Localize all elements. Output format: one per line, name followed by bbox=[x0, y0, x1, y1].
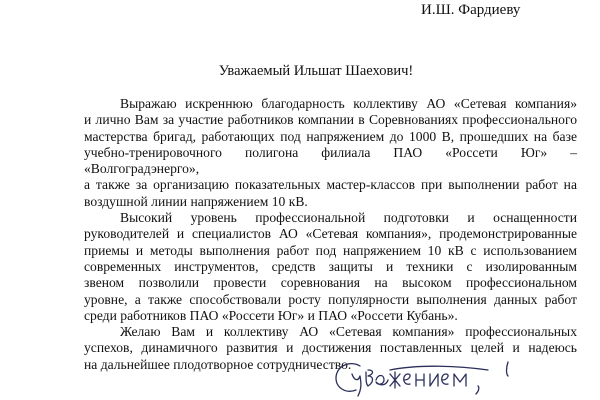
paragraph-line: приемы и методы выполнения работ под напряжением 10 кВ с использованием bbox=[84, 242, 577, 258]
paragraph-line: и лично Вам за участие работников компании в Соревнованиях профессионального bbox=[84, 112, 577, 128]
paragraph-line: современных инструментов, средств защиты и техники с изолированным bbox=[84, 258, 577, 274]
handwritten-signature bbox=[330, 352, 560, 400]
signature-scribble bbox=[330, 352, 560, 400]
paragraph-line: мастерства бригад, работающих под напряжением до 1000 В, прошедших на базе bbox=[84, 128, 577, 144]
paragraph-line: успехов, динамичного развития и достижения поставленных целей и надеюсь bbox=[84, 340, 577, 356]
paragraph-line: уровне, а также способствовали росту популярности выполнения данных работ bbox=[84, 291, 577, 307]
paragraph-line: учебно-тренировочного полигона филиала ПАО «Россети Юг» – «Волгоградэнерго», bbox=[84, 144, 577, 177]
salutation: Уважаемый Ильшат Шаехович! bbox=[218, 63, 414, 79]
paragraph-line: Выражаю искреннюю благодарность коллективу АО «Сетевая компания» bbox=[120, 96, 577, 111]
paragraph-line: руководителей и специалистов АО «Сетевая компания», продемонстрированные bbox=[84, 226, 577, 242]
paragraph-1 bbox=[84, 96, 577, 210]
paragraph-line: звеном позволили провести соревнования на высоком профессиональном bbox=[84, 275, 577, 291]
letter-body bbox=[84, 96, 577, 373]
paragraph-2 bbox=[84, 210, 577, 324]
paragraph-line: воздушной линии напряжением 10 кВ. bbox=[84, 193, 308, 209]
paragraph-line: на дальнейшее плодотворное сотрудничество. bbox=[84, 356, 352, 372]
paragraph-line: а также за организацию показательных мастер-классов при выполнении работ на bbox=[84, 177, 577, 193]
paragraph-line: Желаю Вам и коллективу АО «Сетевая компания» профессиональных bbox=[120, 324, 577, 340]
paragraph-line: Высокий уровень профессиональной подготовки и оснащенности bbox=[120, 210, 577, 226]
paragraph-line: среди работников ПАО «Россети Юг» и ПАО «Россети Кубань». bbox=[84, 307, 458, 323]
addressee: И.Ш. Фардиеву bbox=[421, 2, 521, 18]
